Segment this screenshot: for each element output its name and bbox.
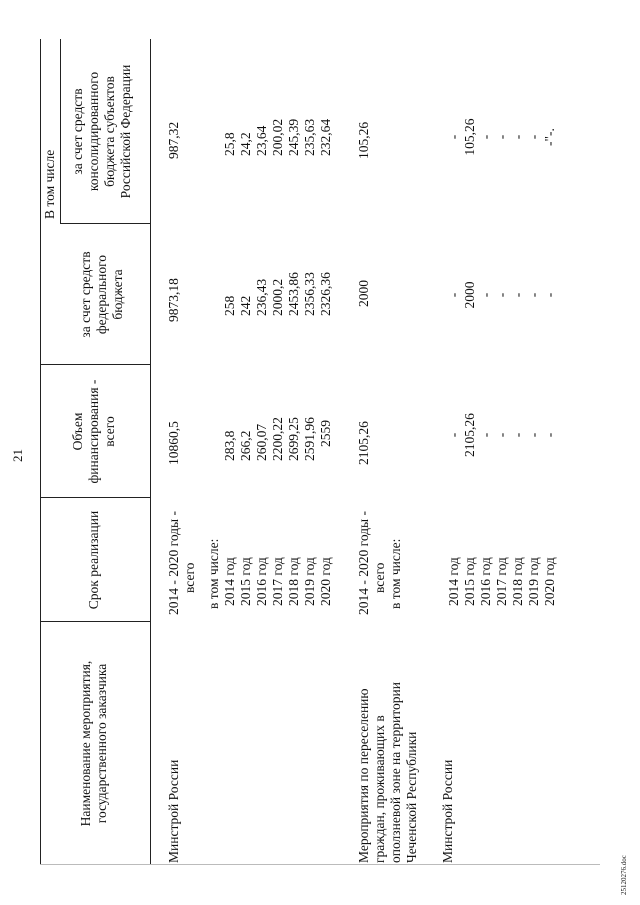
- year-total: 260,07: [254, 423, 269, 461]
- year-total: 2559: [318, 420, 333, 447]
- year-regional: 245,39: [286, 118, 301, 156]
- year-regional: 25,8: [222, 132, 237, 156]
- subheader-border: [60, 39, 61, 224]
- year-total: -: [526, 432, 541, 438]
- year-federal: 2000,2: [270, 278, 285, 316]
- year-federal: 242: [238, 295, 253, 316]
- table-top-border: [40, 39, 41, 865]
- block1-total: 10860,5: [166, 421, 181, 465]
- year-regional: -: [494, 134, 509, 140]
- block1-years: [222, 557, 334, 606]
- block1-regional: 987,32: [166, 121, 181, 159]
- year-regional: -"-.: [542, 128, 557, 146]
- footer-code: 25120276.doc: [620, 855, 628, 895]
- year-total: 2200,22: [270, 417, 285, 461]
- year-regional: 200,02: [270, 118, 285, 156]
- year-total: 2699,25: [286, 417, 301, 461]
- header-total: Объем финансирования - всего: [70, 379, 117, 484]
- year-label: 2015 год: [238, 557, 253, 606]
- year-label: 2015 год: [462, 557, 477, 606]
- year-total: 266,2: [238, 430, 253, 461]
- year-federal: 236,43: [254, 278, 269, 316]
- year-regional: -: [478, 134, 493, 140]
- year-total: 283,8: [222, 430, 237, 461]
- page-number: 21: [10, 449, 25, 462]
- block1-in-that-number: в том числе:: [206, 538, 221, 609]
- year-regional: 235,63: [302, 118, 317, 156]
- year-total: -: [510, 432, 525, 438]
- year-regional: 24,2: [238, 132, 253, 156]
- year-label: 2016 год: [478, 557, 493, 606]
- year-label: 2014 год: [222, 557, 237, 606]
- year-total: -: [478, 432, 493, 438]
- year-regional: 23,64: [254, 125, 269, 156]
- year-federal: -: [446, 292, 461, 298]
- left-mark: [40, 864, 600, 865]
- year-federal: -: [526, 292, 541, 298]
- year-regional: -: [446, 134, 461, 140]
- year-label: 2014 год: [446, 557, 461, 606]
- block2-federal: 2000: [356, 280, 371, 307]
- year-total: 2105,26: [462, 413, 477, 457]
- year-total: -: [494, 432, 509, 438]
- year-federal: 2453,86: [286, 272, 301, 316]
- header-bottom-border: [150, 39, 151, 865]
- year-label: 2019 год: [526, 557, 541, 606]
- year-label: 2017 год: [494, 557, 509, 606]
- year-regional: -: [526, 134, 541, 140]
- year-federal: 2326,36: [318, 272, 333, 316]
- year-regional: 105,26: [462, 118, 477, 156]
- block2-total: 2105,26: [356, 421, 371, 465]
- year-label: 2016 год: [254, 557, 269, 606]
- header-regional: за счет средств консолидированного бюджета субъектов Российской Федерации: [70, 64, 133, 199]
- block1-year-regional: [222, 119, 334, 156]
- year-label: 2018 год: [510, 557, 525, 606]
- block3-year-total: [446, 405, 558, 465]
- year-federal: 2000: [462, 281, 477, 309]
- year-label: 2020 год: [542, 557, 557, 606]
- year-label: 2020 год: [318, 557, 333, 606]
- year-federal: -: [510, 292, 525, 298]
- block3-name: Минстрой России: [440, 759, 455, 863]
- block2-period-head: 2014 - 2020 годы - всего: [356, 511, 387, 615]
- year-federal: -: [542, 292, 557, 298]
- year-federal: 2356,33: [302, 272, 317, 316]
- year-federal: -: [494, 292, 509, 298]
- year-label: 2018 год: [286, 557, 301, 606]
- block1-federal: 9873,18: [166, 278, 181, 322]
- year-regional: 232,64: [318, 118, 333, 156]
- year-federal: 258: [222, 295, 237, 316]
- block1-name: Минстрой России: [166, 759, 181, 863]
- year-total: 2591,96: [302, 417, 317, 461]
- block2-name: Мероприятия по переселению граждан, проживающих в оползневой зоне на территории Чеченской Республики: [356, 682, 419, 863]
- block1-year-total: [222, 417, 334, 461]
- year-federal: -: [478, 292, 493, 298]
- block1-period-head: 2014 - 2020 годы - всего: [166, 511, 197, 615]
- block2-in-that-number: в том числе:: [388, 538, 403, 609]
- year-total: -: [542, 432, 557, 438]
- block3-year-federal: [446, 275, 558, 315]
- header-name: Наименование мероприятия, государственного заказчика: [78, 660, 109, 827]
- block1-year-federal: [222, 272, 334, 316]
- year-total: -: [446, 432, 461, 438]
- header-federal: за счет средств федерального бюджета: [78, 251, 125, 338]
- block3-year-regional: [446, 109, 558, 165]
- year-label: 2019 год: [302, 557, 317, 606]
- year-label: 2017 год: [270, 557, 285, 606]
- header-including: В том числе: [42, 149, 57, 219]
- header-period: Срок реализации: [86, 510, 101, 610]
- block3-years: [446, 557, 558, 606]
- block2-regional: 105,26: [356, 121, 371, 159]
- year-regional: -: [510, 134, 525, 140]
